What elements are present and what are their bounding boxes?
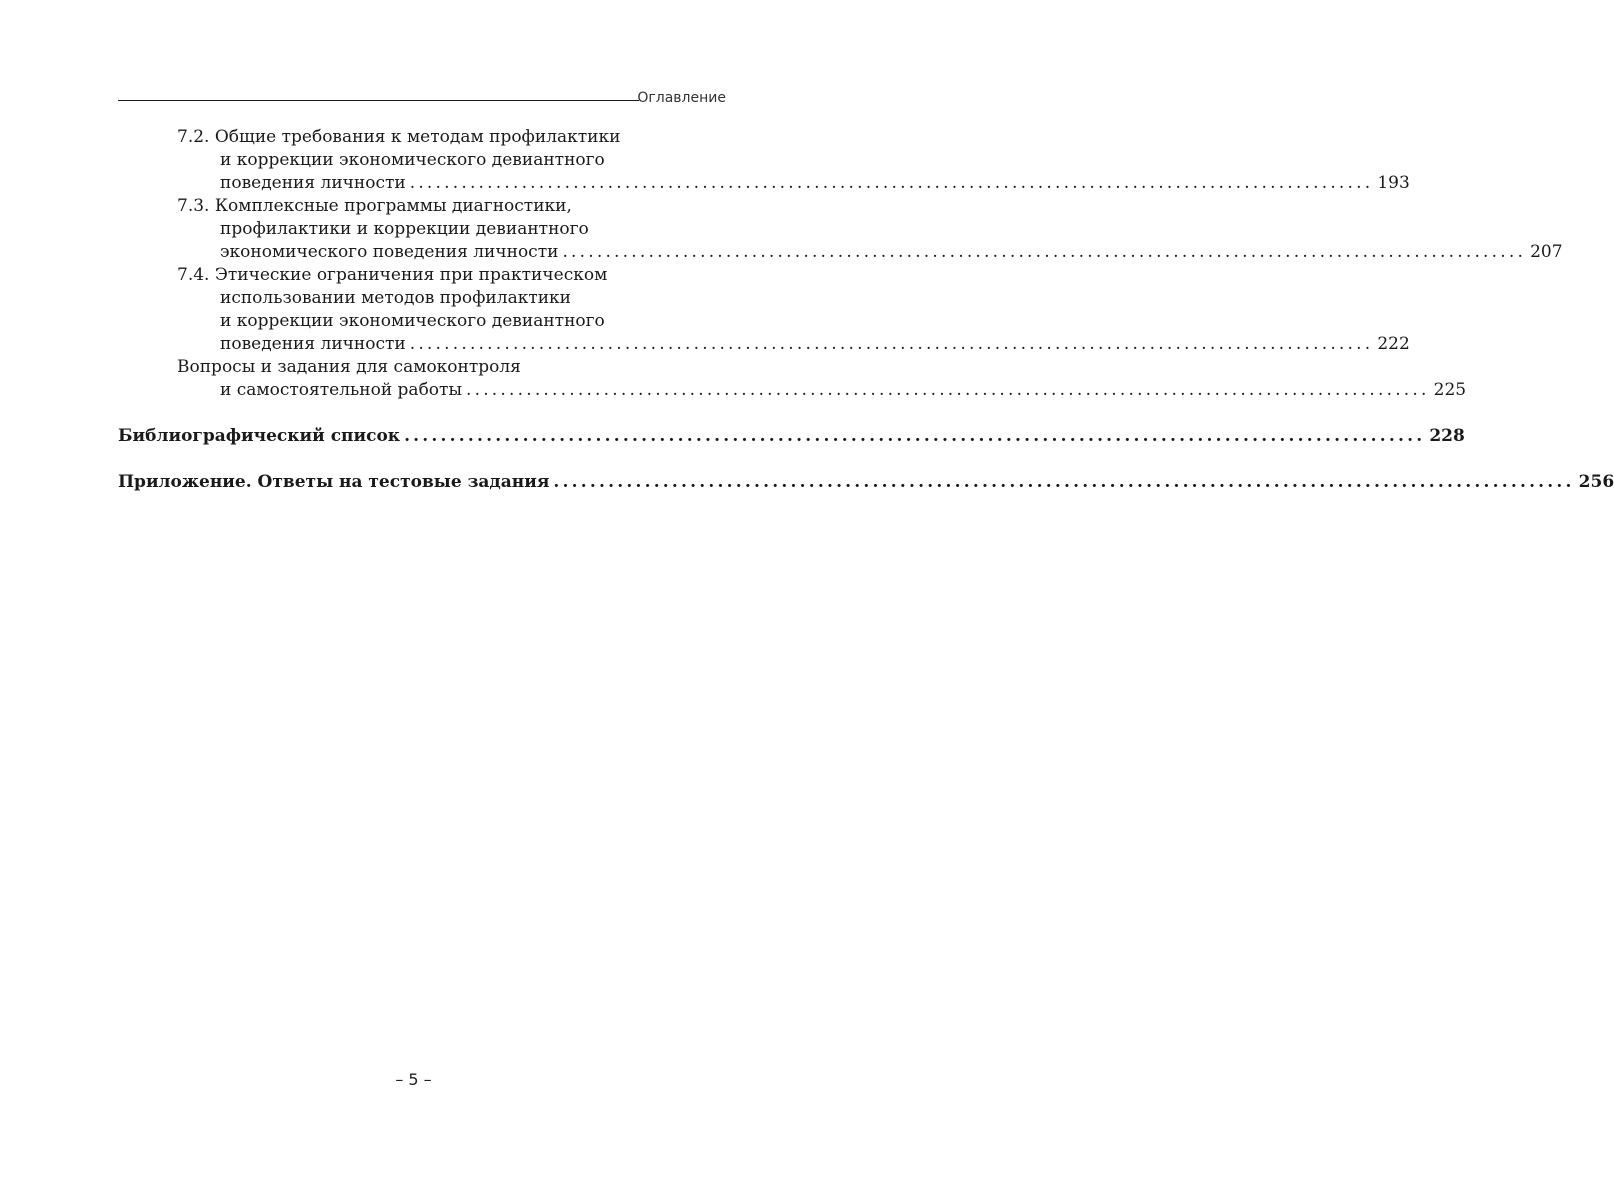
toc-entry-text: экономического поведения личности [220,242,559,262]
toc-entry-text: Библиографический список [118,426,401,446]
toc-entry-last-line [177,333,1410,356]
page-number: 193 [1377,173,1410,193]
table-of-contents [118,126,1614,494]
toc-entry-text: и самостоятельной работы [220,380,462,400]
toc-entry-last-line [177,241,1563,264]
page-number: 228 [1429,426,1465,446]
dot-leader: ................................................................................................................ [553,472,1575,492]
spacer [118,448,710,471]
toc-entry-last-line [177,172,1410,195]
header-rule [118,100,639,101]
toc-entry-bibliography[interactable] [118,425,1465,448]
spacer [118,402,710,425]
page-number: 225 [1433,380,1467,400]
dot-leader: ................................................................................................................ [562,242,1527,262]
toc-entry-questions[interactable] [177,356,1467,402]
page-number: 222 [1377,334,1410,354]
dot-leader: ................................................................................................................ [409,334,1374,354]
toc-entry-text: поведения личности [220,173,406,193]
page-number: 256 [1578,472,1614,492]
toc-entry-line: использовании методов профилактики [220,288,572,308]
toc-entry-last-line [118,471,1614,494]
toc-entry-line: Вопросы и задания для самоконтроля [177,357,521,377]
toc-entry-last-line [177,379,1467,402]
toc-entry-7-2[interactable] [177,126,1410,195]
dot-leader: ................................................................................................................ [404,426,1426,446]
toc-entry-appendix[interactable] [118,471,1614,494]
page-number: 207 [1530,242,1563,262]
page-folio: – 5 – [395,1070,432,1089]
toc-entry-last-line [118,425,1465,448]
toc-entry-line: и коррекции экономического девиантного [220,150,605,170]
dot-leader: ................................................................................................................ [465,380,1430,400]
toc-entry-line: 7.2. Общие требования к методам профилактики [177,127,621,147]
toc-entry-line: 7.4. Этические ограничения при практическом [177,265,608,285]
toc-entry-line: 7.3. Комплексные программы диагностики, [177,196,572,216]
toc-entry-line: и коррекции экономического девиантного [220,311,605,331]
toc-entry-text: Приложение. Ответы на тестовые задания [118,472,550,492]
toc-entry-text: поведения личности [220,334,406,354]
running-header [118,88,726,110]
toc-entry-7-3[interactable] [177,195,1563,264]
toc-entry-line: профилактики и коррекции девиантного [220,219,589,239]
header-title: Оглавление [637,90,726,106]
dot-leader: ................................................................................................................ [409,173,1374,193]
toc-entry-7-4[interactable] [177,264,1410,356]
